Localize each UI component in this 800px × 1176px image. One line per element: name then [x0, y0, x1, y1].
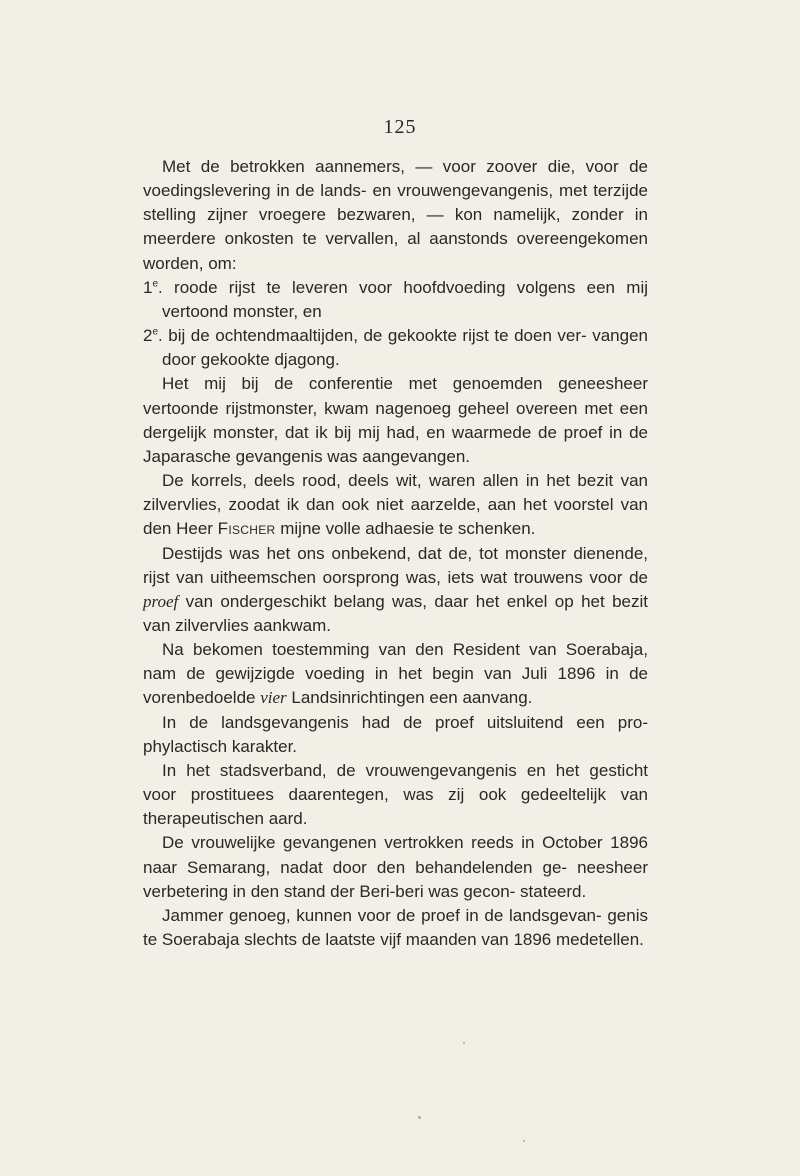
paper-speck	[418, 1116, 421, 1119]
paragraph-9: Jammer genoeg, kunnen voor de proef in de landsgevan‑ genis te Soerabaja slechts de laatste vijf maanden van 1896 medetellen.	[143, 905, 648, 949]
paper-speck	[523, 1140, 525, 1142]
list-item-2-text: . bij de ochtendmaaltijden, de gekookte rijst te doen ver‑ vangen door gekookte djagong.	[158, 326, 648, 370]
paragraph-1: Met de betrokken aannemers, — voor zoover die, voor de voedingslevering in de lands- en vrouwengevangenis, met terzijde stelling zijner vroegere bezwaren, — kon namelijk, zonder in meerdere onkosten te vervallen, al aanstonds overeengekomen worden, om:	[143, 157, 648, 273]
person-name: Fischer	[217, 519, 276, 539]
emphasis-proef: proef	[143, 591, 179, 611]
list-number-1: 1e	[143, 277, 159, 297]
paragraph-5: Na bekomen toestemming van den Resident van Soerabaja, nam de gewijzigde voeding in het begin van Juli 1896 in de vorenbedoelde vier Landsinrichtingen een aanvang.	[143, 640, 648, 708]
emphasis-vier: vier	[260, 688, 287, 708]
paragraph-2: Het mij bij de conferentie met genoemden geneesheer vertoonde rijstmonster, kwam nagenoeg geheel overeen met een dergelijk monster, dat ik bij mij had, en waarmede de proef in de Japarasche gevangenis was aangevangen.	[143, 374, 648, 466]
list-item-2	[143, 324, 648, 372]
paper-speck	[463, 1042, 465, 1044]
paragraph-6: In de landsgevangenis had de proef uitsluitend een pro‑ phylactisch karakter.	[143, 712, 648, 756]
page-number: 125	[383, 116, 417, 138]
paragraph-8: De vrouwelijke gevangenen vertrokken reeds in October 1896 naar Semarang, nadat door den behandelenden ge‑ neesheer verbetering in den stand der Beri-beri was gecon‑ stateerd.	[143, 833, 648, 901]
paragraph-7: In het stadsverband, de vrouwengevangenis en het gesticht voor prostituees daarentegen, was zij ook gedeeltelijk van therapeutischen aard.	[143, 760, 648, 829]
list-number-2: 2e	[143, 326, 159, 346]
list-item-1	[143, 276, 648, 324]
paragraph-4: Destijds was het ons onbekend, dat de, tot monster dienende, rijst van uitheemschen oorsprong was, iets wat trouwens voor de proef van ondergeschikt belang was, daar het enkel op het bezit van zilvervlies aankwam.	[143, 543, 648, 635]
paragraph-3: De korrels, deels rood, deels wit, waren allen in het bezit van zilvervlies, zoodat ik dan ook niet aarzelde, aan het voorstel van den Heer Fischer mijne volle adhaesie te schenken.	[143, 471, 648, 539]
list-item-1-text: . roode rijst te leveren voor hoofdvoeding volgens een mij vertoond monster, en	[158, 277, 648, 321]
body-text	[143, 155, 648, 952]
